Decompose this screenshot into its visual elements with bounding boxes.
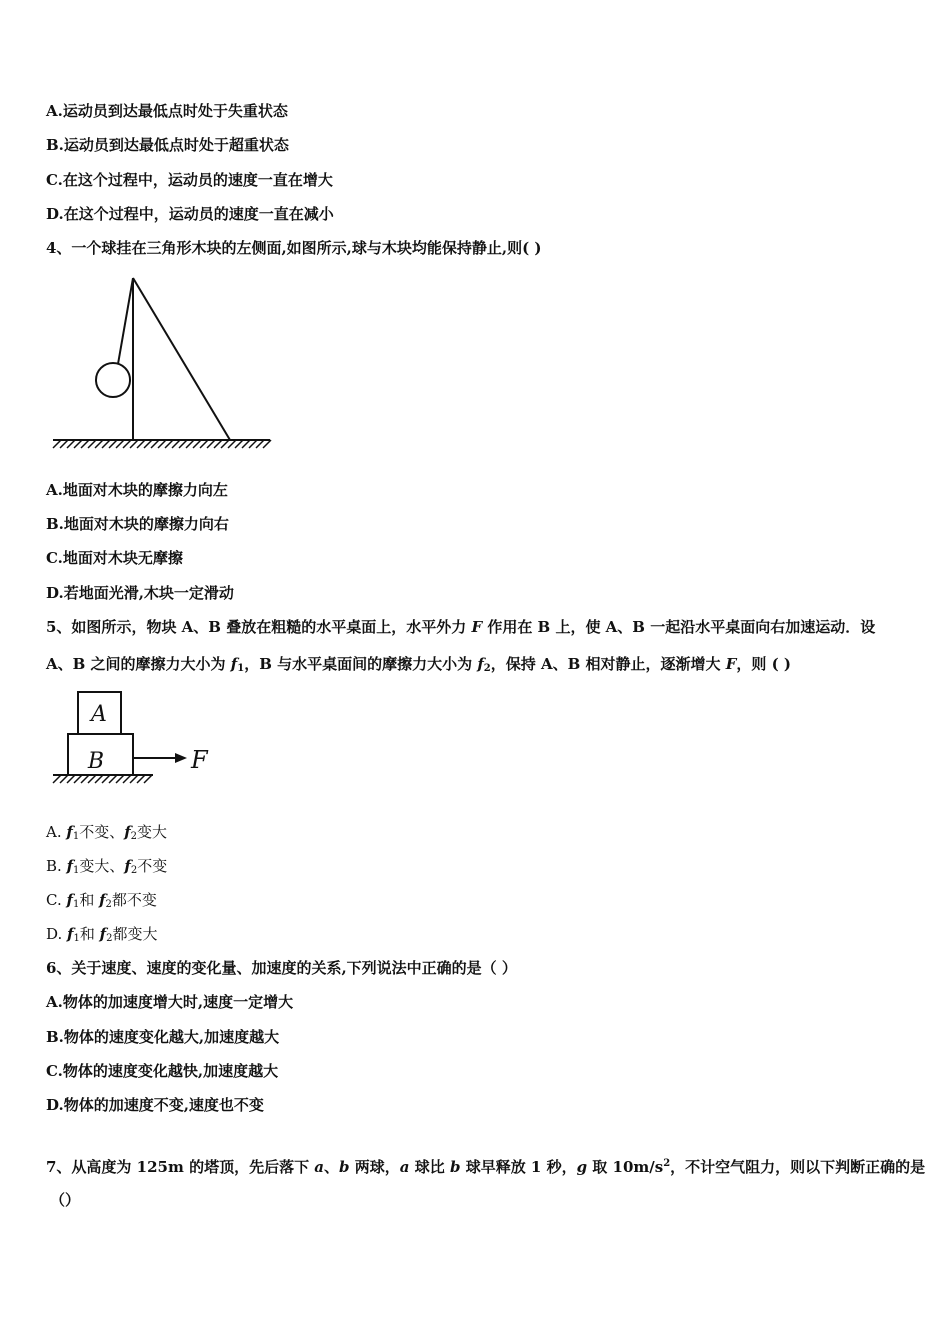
- force-arrow-head: [175, 753, 187, 763]
- q4-option-a: A.地面对木块的摩擦力向左: [46, 481, 228, 499]
- q7-stem-line1: 7、从高度为 125m 的塔顶，先后落下 a、b 两球，a 球比 b 球早释放 1 秒，g 取 $10m/s^2$，不计空气阻力，则以下判断正确的是: [46, 1158, 926, 1176]
- hatch-stroke: [102, 775, 110, 783]
- q6-stem: 6、关于速度、速度的变化量、加速度的关系,下列说法中正确的是（ ）: [46, 959, 517, 977]
- hatch-stroke: [200, 440, 208, 448]
- hatch-stroke: [67, 775, 75, 783]
- hatch-stroke: [130, 440, 138, 448]
- hatch-stroke: [137, 440, 145, 448]
- hatch-stroke: [88, 440, 96, 448]
- label-f: F: [191, 746, 208, 774]
- hatch-stroke: [193, 440, 201, 448]
- hatch-stroke: [221, 440, 229, 448]
- hatch-stroke: [214, 440, 222, 448]
- hatch-stroke: [123, 440, 131, 448]
- ball: [96, 363, 130, 397]
- hatch-stroke: [242, 440, 250, 448]
- hatch-stroke: [228, 440, 236, 448]
- hatch-stroke: [74, 440, 82, 448]
- hatch-stroke: [81, 440, 89, 448]
- q5-option-a: A. $f_1$不变、$f_2$变大: [46, 823, 168, 842]
- hatch-stroke: [109, 440, 117, 448]
- q4-stem: 4、一个球挂在三角形木块的左侧面,如图所示,球与木块均能保持静止,则( ): [46, 239, 542, 257]
- q6-option-b: B.物体的速度变化越大,加速度越大: [46, 1028, 280, 1046]
- label-a: A: [91, 702, 107, 727]
- q5-stem-line2: A、B 之间的摩擦力大小为 $f_1$，B 与水平桌面间的摩擦力大小为 $f_2$，保持 A、B 相对静止，逐渐增大 F，则 ( ): [46, 655, 792, 674]
- hatch-stroke: [60, 440, 68, 448]
- hatch-stroke: [88, 775, 96, 783]
- q5-option-d: D. $f_1$和 $f_2$都变大: [46, 925, 158, 944]
- hatch-stroke: [116, 440, 124, 448]
- hatch-stroke: [144, 440, 152, 448]
- q3-option-d: D.在这个过程中，运动员的速度一直在减小: [46, 205, 334, 223]
- q3-option-b: B.运动员到达最低点时处于超重状态: [46, 136, 289, 154]
- hatch-stroke: [60, 775, 68, 783]
- q6-option-c: C.物体的速度变化越快,加速度越大: [46, 1062, 279, 1080]
- q5-stem-line1: 5、如图所示，物块 A、B 叠放在粗糙的水平桌面上，水平外力 F 作用在 B 上，使 A、B 一起沿水平桌面向右加速运动．设: [46, 618, 876, 636]
- table-hatching: [53, 775, 152, 783]
- ground-hatching: [53, 440, 271, 448]
- hatch-stroke: [109, 775, 117, 783]
- hatch-stroke: [158, 440, 166, 448]
- hatch-stroke: [151, 440, 159, 448]
- hatch-stroke: [186, 440, 194, 448]
- q3-option-c: C.在这个过程中，运动员的速度一直在增大: [46, 171, 333, 189]
- hatch-stroke: [179, 440, 187, 448]
- q6-option-d: D.物体的加速度不变,速度也不变: [46, 1096, 264, 1114]
- q4-figure-ball-on-wedge: [45, 270, 275, 455]
- q5-option-c: C. $f_1$和 $f_2$都不变: [46, 891, 157, 910]
- hatch-stroke: [53, 775, 61, 783]
- q5-figure-stacked-blocks: [45, 688, 220, 793]
- hatch-stroke: [81, 775, 89, 783]
- hatch-stroke: [53, 440, 61, 448]
- q3-option-a: A.运动员到达最低点时处于失重状态: [46, 102, 288, 120]
- hatch-stroke: [165, 440, 173, 448]
- hatch-stroke: [249, 440, 257, 448]
- wedge-hypotenuse: [133, 278, 230, 440]
- hatch-stroke: [74, 775, 82, 783]
- hatch-stroke: [256, 440, 264, 448]
- hatch-stroke: [95, 440, 103, 448]
- hatch-stroke: [172, 440, 180, 448]
- q7-stem-line2: （）: [50, 1191, 81, 1209]
- q5-option-b: B. $f_1$变大、$f_2$不变: [46, 857, 168, 876]
- hatch-stroke: [207, 440, 215, 448]
- hatch-stroke: [102, 440, 110, 448]
- string: [118, 278, 133, 364]
- hatch-stroke: [123, 775, 131, 783]
- hatch-stroke: [130, 775, 138, 783]
- hatch-stroke: [263, 440, 271, 448]
- q4-option-d: D.若地面光滑,木块一定滑动: [46, 584, 234, 602]
- hatch-stroke: [67, 440, 75, 448]
- hatch-stroke: [137, 775, 145, 783]
- hatch-stroke: [235, 440, 243, 448]
- q4-option-b: B.地面对木块的摩擦力向右: [46, 515, 229, 533]
- hatch-stroke: [144, 775, 152, 783]
- q6-option-a: A.物体的加速度增大时,速度一定增大: [46, 993, 294, 1011]
- label-b: B: [87, 749, 105, 774]
- hatch-stroke: [95, 775, 103, 783]
- q4-option-c: C.地面对木块无摩擦: [46, 549, 183, 567]
- hatch-stroke: [116, 775, 124, 783]
